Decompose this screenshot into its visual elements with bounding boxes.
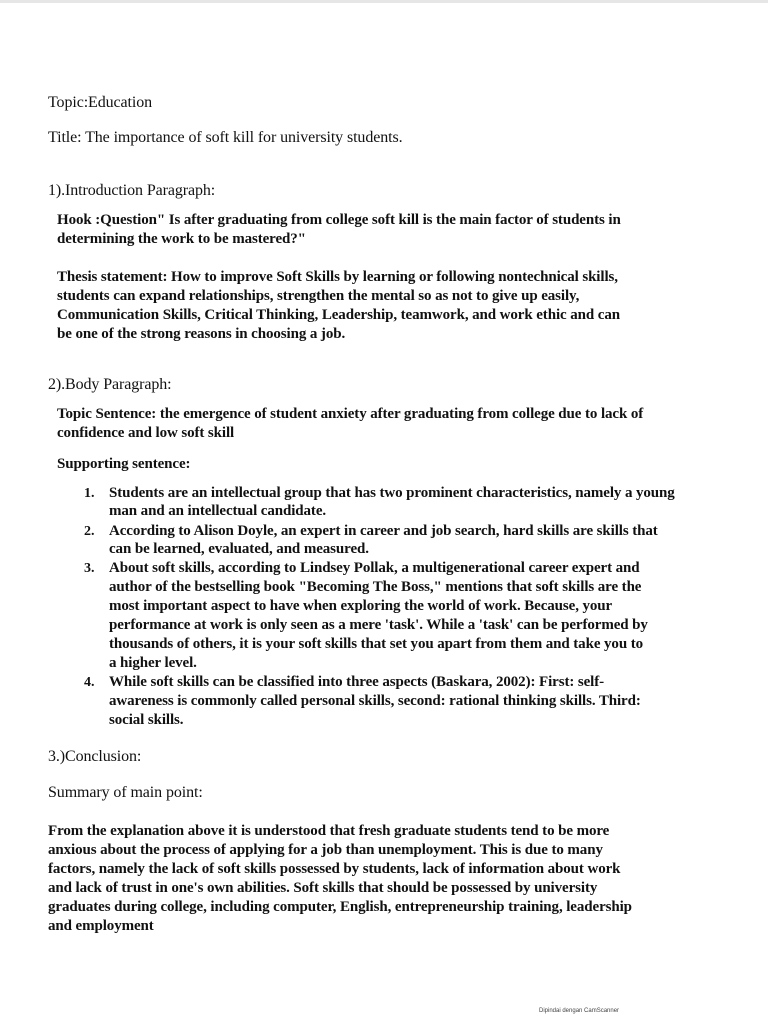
- hook-line-1: Hook :Question" Is after graduating from college soft kill is the main factor of students in: [57, 212, 621, 228]
- thesis-line-4: be one of the strong reasons in choosing a job.: [57, 326, 346, 342]
- supporting-item-4-number: 4.: [84, 675, 95, 690]
- supporting-item-1-line-1: Students are an intellectual group that has two prominent characteristics, namely a young: [109, 485, 675, 501]
- introduction-heading: 1).Introduction Paragraph:: [48, 182, 216, 199]
- supporting-item-2-number: 2.: [84, 524, 95, 539]
- topic-line: Topic:Education: [48, 94, 153, 111]
- body-heading: 2).Body Paragraph:: [48, 376, 172, 393]
- thesis-line-2: students can expand relationships, strengthen the mental so as not to give up easily,: [57, 288, 580, 304]
- summary-line-3: factors, namely the lack of soft skills possessed by students, lack of information about work: [48, 861, 621, 877]
- supporting-item-3-line-1: About soft skills, according to Lindsey Pollak, a multigenerational career expert and: [109, 560, 640, 576]
- summary-line-2: anxious about the process of applying for a job than unemployment. This is due to many: [48, 842, 603, 858]
- supporting-item-2-line-2: can be learned, evaluated, and measured.: [109, 541, 369, 557]
- supporting-item-4-line-1: While soft skills can be classified into three aspects (Baskara, 2002): First: self-: [109, 674, 605, 690]
- scanner-footer-text: Dipindai dengan CamScanner: [539, 1008, 620, 1014]
- summary-line-5: graduates during college, including computer, English, entrepreneurship training, leadership: [48, 899, 632, 915]
- hook-line-2: determining the work to be mastered?": [57, 231, 306, 247]
- topic-sentence-line-2: confidence and low soft skill: [57, 425, 235, 441]
- supporting-item-4-line-2: awareness is commonly called personal skills, second: rational thinking skills. Third:: [109, 693, 641, 709]
- thesis-line-3: Communication Skills, Critical Thinking, Leadership, teamwork, and work ethic and can: [57, 307, 620, 323]
- topic-sentence-line-1: Topic Sentence: the emergence of student anxiety after graduating from college due to lack of: [57, 406, 644, 422]
- supporting-item-2-line-1: According to Alison Doyle, an expert in career and job search, hard skills are skills that: [109, 523, 658, 539]
- supporting-item-3-line-4: performance at work is only seen as a mere 'task'. While a 'task' can be performed by: [109, 617, 648, 633]
- supporting-item-3-line-2: author of the bestselling book "Becoming The Boss," mentions that soft skills are the: [109, 579, 642, 595]
- supporting-item-1-line-2: man and an intellectual candidate.: [109, 503, 327, 519]
- summary-heading: Summary of main point:: [48, 784, 203, 801]
- summary-line-4: and lack of trust in one's own abilities. Soft skills that should be possessed by university: [48, 880, 598, 896]
- supporting-item-3-line-6: a higher level.: [109, 655, 197, 671]
- title-line: Title: The importance of soft kill for university students.: [48, 129, 403, 146]
- supporting-item-1-number: 1.: [84, 486, 95, 501]
- supporting-item-3-line-3: most important aspect to have when exploring the world of work. Because, your: [109, 598, 613, 614]
- summary-line-6: and employment: [48, 918, 154, 934]
- thesis-line-1: Thesis statement: How to improve Soft Skills by learning or following nontechnical skills,: [57, 269, 618, 285]
- conclusion-heading: 3.)Conclusion:: [48, 748, 142, 765]
- summary-line-1: From the explanation above it is understood that fresh graduate students tend to be more: [48, 823, 610, 839]
- supporting-item-3-number: 3.: [84, 561, 95, 576]
- supporting-item-3-line-5: thousands of others, it is your soft skills that set you apart from them and take you to: [109, 636, 644, 652]
- supporting-item-4-line-3: social skills.: [109, 712, 184, 728]
- supporting-heading: Supporting sentence:: [57, 456, 191, 472]
